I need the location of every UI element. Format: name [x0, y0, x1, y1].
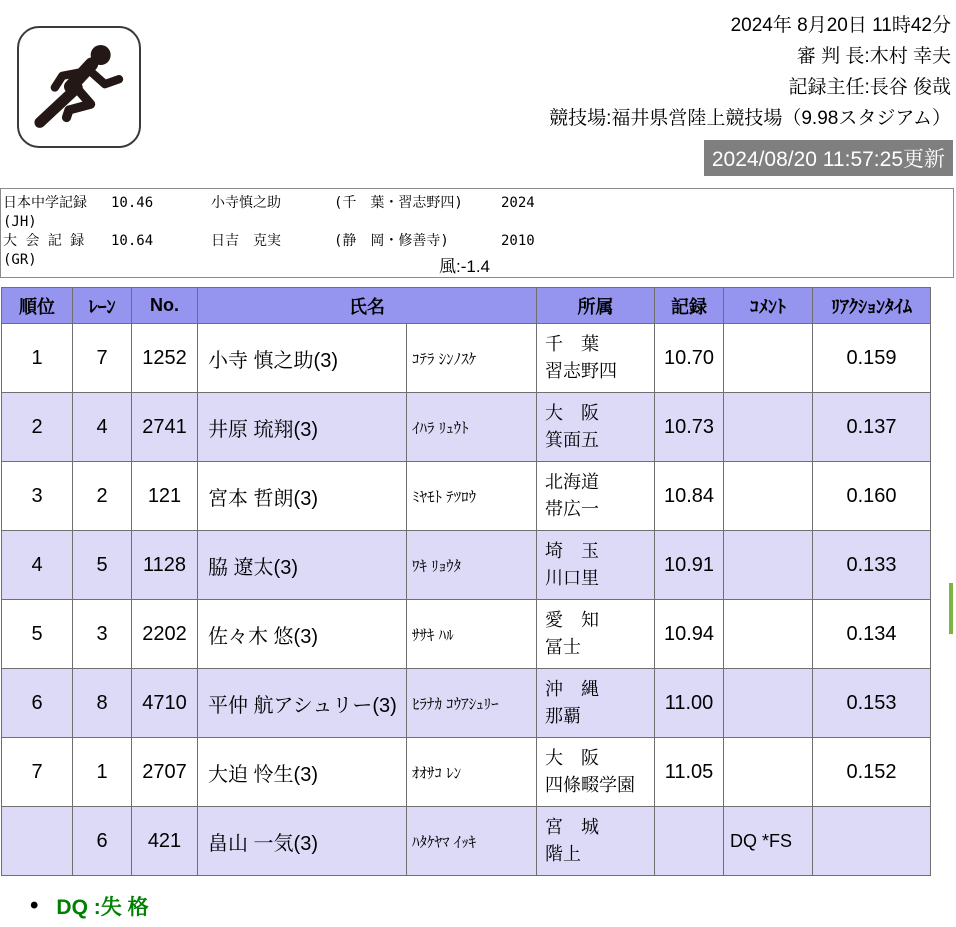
record-line: [3, 194, 953, 232]
header-affiliation: 所属: [537, 288, 655, 324]
cell-lane: 3: [73, 600, 132, 669]
affiliation-prefecture: 埼 玉: [545, 541, 599, 561]
cell-name: 宮本 哲朗(3): [198, 462, 407, 531]
header-name: 氏名: [198, 288, 537, 324]
cell-no: 1252: [132, 324, 198, 393]
cell-affiliation: [537, 669, 655, 738]
cell-reaction: 0.159: [813, 324, 931, 393]
results-table: [1, 287, 931, 876]
affiliation-school: 箕面五: [545, 430, 599, 450]
cell-no: 4710: [132, 669, 198, 738]
table-row: [2, 462, 931, 531]
cell-name: 佐々木 悠(3): [198, 600, 407, 669]
cell-kana: ﾊﾀｹﾔﾏ ｲｯｷ: [407, 807, 537, 876]
record-team: (静 岡・修善寺): [334, 233, 449, 249]
header-record: 記録: [655, 288, 724, 324]
affiliation-prefecture: 沖 縄: [545, 679, 599, 699]
green-scroll-marker: [949, 583, 953, 634]
table-row: [2, 531, 931, 600]
record-mark: 10.64: [111, 233, 154, 249]
cell-rank: 5: [2, 600, 73, 669]
cell-rank: 7: [2, 738, 73, 807]
meta-block: [549, 10, 951, 134]
affiliation-prefecture: 愛 知: [545, 610, 599, 630]
affiliation-school: 四條畷学園: [545, 775, 635, 795]
cell-comment: [724, 531, 813, 600]
header-reaction: ﾘｱｸｼｮﾝﾀｲﾑ: [813, 288, 931, 324]
bullet-icon: •: [30, 892, 39, 919]
header-rank: 順位: [2, 288, 73, 324]
cell-affiliation: [537, 807, 655, 876]
cell-kana: ｺﾃﾗ ｼﾝﾉｽｹ: [407, 324, 537, 393]
dq-legend: DQ :失 格: [56, 896, 149, 919]
cell-kana: ﾐﾔﾓﾄ ﾃﾂﾛｳ: [407, 462, 537, 531]
table-row: [2, 393, 931, 462]
cell-record: 10.73: [655, 393, 724, 462]
cell-reaction: 0.153: [813, 669, 931, 738]
dq-footnote: [30, 891, 149, 921]
meta-venue: 競技場:福井県営陸上競技場（9.98スタジアム）: [549, 108, 951, 129]
cell-rank: 3: [2, 462, 73, 531]
wind-reading: 風:-1.4: [438, 257, 491, 276]
cell-no: 1128: [132, 531, 198, 600]
cell-rank: 6: [2, 669, 73, 738]
table-row: [2, 324, 931, 393]
cell-name: 井原 琉翔(3): [198, 393, 407, 462]
cell-affiliation: [537, 462, 655, 531]
cell-affiliation: [537, 324, 655, 393]
cell-rank: [2, 807, 73, 876]
meta-datetime: 2024年 8月20日 11時42分: [730, 15, 951, 36]
cell-affiliation: [537, 531, 655, 600]
cell-rank: 1: [2, 324, 73, 393]
table-row: [2, 600, 931, 669]
cell-reaction: 0.137: [813, 393, 931, 462]
affiliation-prefecture: 大 阪: [545, 403, 599, 423]
cell-comment: [724, 393, 813, 462]
affiliation-school: 那覇: [545, 706, 581, 726]
cell-no: 2741: [132, 393, 198, 462]
cell-no: 2707: [132, 738, 198, 807]
table-row: [2, 669, 931, 738]
cell-record: 10.91: [655, 531, 724, 600]
affiliation-school: 川口里: [545, 568, 599, 588]
cell-lane: 5: [73, 531, 132, 600]
athletics-logo: [17, 26, 141, 148]
record-label: 大 会 記 録(GR): [3, 233, 85, 268]
cell-affiliation: [537, 600, 655, 669]
cell-no: 2202: [132, 600, 198, 669]
cell-comment: [724, 462, 813, 531]
cell-kana: ｻｻｷ ﾊﾙ: [407, 600, 537, 669]
record-team: (千 葉・習志野四): [334, 195, 463, 211]
table-row: [2, 807, 931, 876]
cell-reaction: 0.134: [813, 600, 931, 669]
header-lane: ﾚｰﾝ: [73, 288, 132, 324]
cell-reaction: [813, 807, 931, 876]
cell-record: 10.94: [655, 600, 724, 669]
meta-referee: 審 判 長:木村 幸夫: [796, 46, 951, 67]
cell-lane: 6: [73, 807, 132, 876]
affiliation-prefecture: 北海道: [545, 472, 599, 492]
cell-name: 脇 遼太(3): [198, 531, 407, 600]
cell-lane: 1: [73, 738, 132, 807]
cell-kana: ﾜｷ ﾘｮｳﾀ: [407, 531, 537, 600]
record-year: 2010: [501, 233, 535, 249]
affiliation-school: 冨士: [545, 637, 581, 657]
table-row: [2, 738, 931, 807]
cell-comment: [724, 600, 813, 669]
affiliation-school: 帯広一: [545, 499, 599, 519]
cell-affiliation: [537, 738, 655, 807]
cell-rank: 2: [2, 393, 73, 462]
cell-name: 畠山 一気(3): [198, 807, 407, 876]
cell-no: 121: [132, 462, 198, 531]
cell-lane: 2: [73, 462, 132, 531]
runner-icon: [27, 35, 131, 140]
affiliation-prefecture: 宮 城: [545, 817, 599, 837]
cell-record: 10.70: [655, 324, 724, 393]
record-year: 2024: [501, 195, 535, 211]
cell-name: 大迫 怜生(3): [198, 738, 407, 807]
cell-kana: ﾋﾗﾅｶ ｺｳｱｼｭﾘｰ: [407, 669, 537, 738]
cell-no: 421: [132, 807, 198, 876]
cell-reaction: 0.160: [813, 462, 931, 531]
cell-affiliation: [537, 393, 655, 462]
record-holder: 日吉 克実: [211, 233, 281, 249]
cell-record: 10.84: [655, 462, 724, 531]
record-holder: 小寺慎之助: [211, 195, 281, 211]
record-mark: 10.46: [111, 195, 154, 211]
affiliation-school: 階上: [545, 844, 581, 864]
affiliation-prefecture: 千 葉: [545, 334, 599, 354]
cell-lane: 8: [73, 669, 132, 738]
cell-kana: ｵｵｻｺ ﾚﾝ: [407, 738, 537, 807]
affiliation-school: 習志野四: [545, 361, 617, 381]
record-label: 日本中学記録(JH): [3, 195, 87, 230]
cell-lane: 4: [73, 393, 132, 462]
cell-record: 11.05: [655, 738, 724, 807]
cell-name: 平仲 航アシュリー(3): [198, 669, 407, 738]
affiliation-prefecture: 大 阪: [545, 748, 599, 768]
table-header-row: [2, 288, 931, 324]
cell-comment: [724, 324, 813, 393]
header-comment: ｺﾒﾝﾄ: [724, 288, 813, 324]
cell-record: 11.00: [655, 669, 724, 738]
header-no: No.: [132, 288, 198, 324]
cell-record: [655, 807, 724, 876]
cell-comment: [724, 669, 813, 738]
meta-recorder: 記録主任:長谷 俊哉: [788, 77, 951, 98]
cell-comment: [724, 738, 813, 807]
results-tbody: [2, 324, 931, 876]
update-timestamp: 2024/08/20 11:57:25更新: [704, 140, 953, 176]
cell-name: 小寺 慎之助(3): [198, 324, 407, 393]
cell-lane: 7: [73, 324, 132, 393]
cell-reaction: 0.152: [813, 738, 931, 807]
cell-kana: ｲﾊﾗ ﾘｭｳﾄ: [407, 393, 537, 462]
cell-comment: DQ *FS: [724, 807, 813, 876]
cell-reaction: 0.133: [813, 531, 931, 600]
cell-rank: 4: [2, 531, 73, 600]
